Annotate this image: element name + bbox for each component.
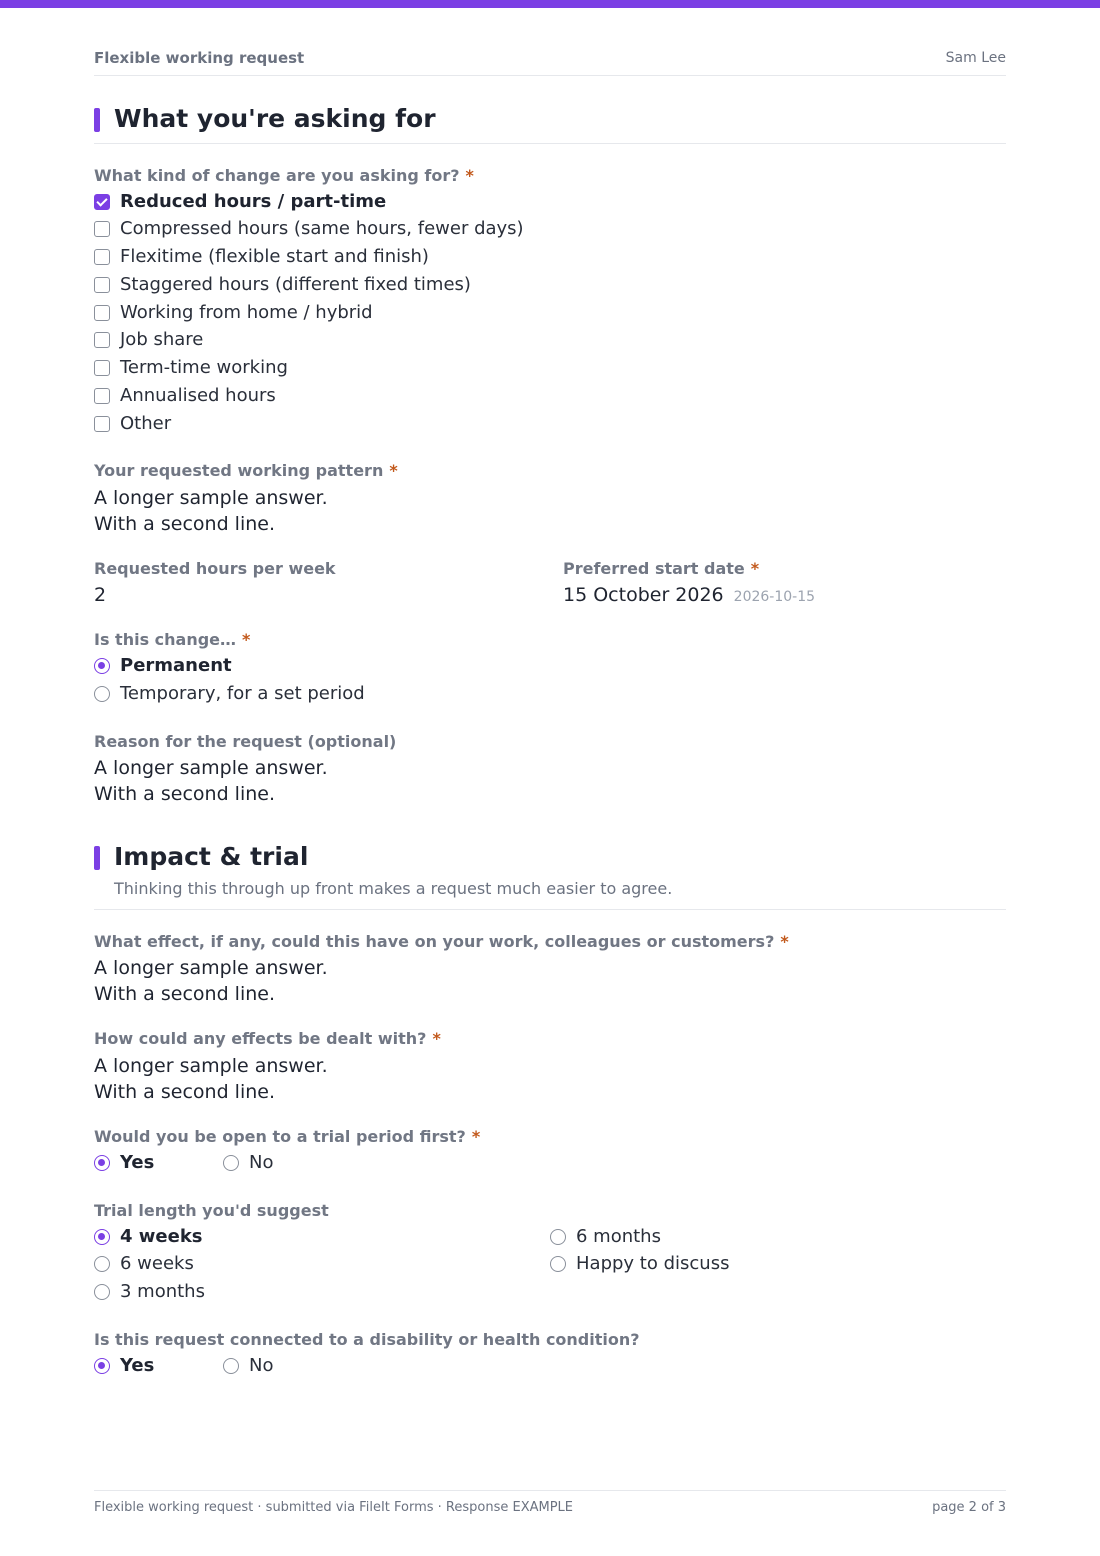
section-heading-impact <box>94 842 1006 910</box>
radio-selected-icon[interactable] <box>94 1229 110 1245</box>
question-label-trial: Would you be open to a trial period first? * <box>94 1127 481 1146</box>
checkbox-icon[interactable] <box>94 249 110 265</box>
required-marker: * <box>389 461 398 480</box>
checkbox-icon[interactable] <box>94 360 110 376</box>
section-title: What you're asking for <box>114 104 436 133</box>
required-marker: * <box>780 932 789 951</box>
iso-date-hint: 2026-10-15 <box>733 589 816 605</box>
page-header <box>94 48 1006 76</box>
checkbox-icon[interactable] <box>94 305 110 321</box>
radio-icon[interactable] <box>94 1284 110 1300</box>
question-label-pattern: Your requested working pattern * <box>94 461 398 480</box>
required-marker: * <box>465 166 474 185</box>
required-marker: * <box>471 1127 481 1146</box>
checkbox-checked-icon[interactable] <box>94 194 110 210</box>
checkbox-icon[interactable] <box>94 332 110 348</box>
answer-text-pattern: A longer sample answer. With a second line. <box>94 487 328 535</box>
radio-icon[interactable] <box>550 1256 566 1272</box>
radio-icon[interactable] <box>94 1256 110 1272</box>
radio-icon[interactable] <box>550 1229 566 1245</box>
section-heading-request <box>94 106 1006 144</box>
page-number: page 2 of 3 <box>932 1500 1006 1515</box>
radio-icon[interactable] <box>223 1155 239 1171</box>
respondent-name: Sam Lee <box>945 50 1006 66</box>
footer-meta: Flexible working request · submitted via FileIt Forms · Response EXAMPLE <box>94 1500 574 1515</box>
radio-icon[interactable] <box>223 1358 239 1374</box>
question-label-reason: Reason for the request (optional) <box>94 732 397 751</box>
answer-start-date: 15 October 2026 2026-10-15 <box>563 584 816 606</box>
question-label-permanence: Is this change… * <box>94 630 251 649</box>
required-marker: * <box>242 630 251 649</box>
checkbox-icon[interactable] <box>94 388 110 404</box>
question-label-change-type: What kind of change are you asking for? * <box>94 166 474 185</box>
question-label-start-date: Preferred start date * <box>563 559 760 578</box>
accent-top-bar <box>0 0 1100 8</box>
answer-text-effect: A longer sample answer. With a second line. <box>94 957 328 1005</box>
answer-text-mitigation: A longer sample answer. With a second line. <box>94 1055 328 1103</box>
question-label-disability: Is this request connected to a disability or health condition? <box>94 1330 640 1349</box>
radio-selected-icon[interactable] <box>94 1358 110 1374</box>
checkbox-icon[interactable] <box>94 221 110 237</box>
answer-text-reason: A longer sample answer. With a second line. <box>94 757 328 805</box>
answer-hours: 2 <box>94 584 107 606</box>
radio-icon[interactable] <box>94 686 110 702</box>
checkbox-icon[interactable] <box>94 277 110 293</box>
section-title: Impact & trial <box>114 842 309 871</box>
question-label-effect: What effect, if any, could this have on your work, colleagues or customers? * <box>94 932 789 951</box>
page-footer <box>94 1490 1006 1520</box>
question-label-trial-length: Trial length you'd suggest <box>94 1201 329 1220</box>
form-title: Flexible working request <box>94 49 305 67</box>
required-marker: * <box>432 1029 441 1048</box>
checkbox-icon[interactable] <box>94 416 110 432</box>
radio-selected-icon[interactable] <box>94 658 110 674</box>
section-subtitle: Thinking this through up front makes a request much easier to agree. <box>114 879 673 898</box>
section-accent-bar <box>94 108 100 132</box>
section-accent-bar <box>94 846 100 870</box>
radio-selected-icon[interactable] <box>94 1155 110 1171</box>
required-marker: * <box>750 559 760 578</box>
question-label-hours: Requested hours per week <box>94 559 336 578</box>
question-label-mitigation: How could any effects be dealt with? * <box>94 1029 441 1048</box>
